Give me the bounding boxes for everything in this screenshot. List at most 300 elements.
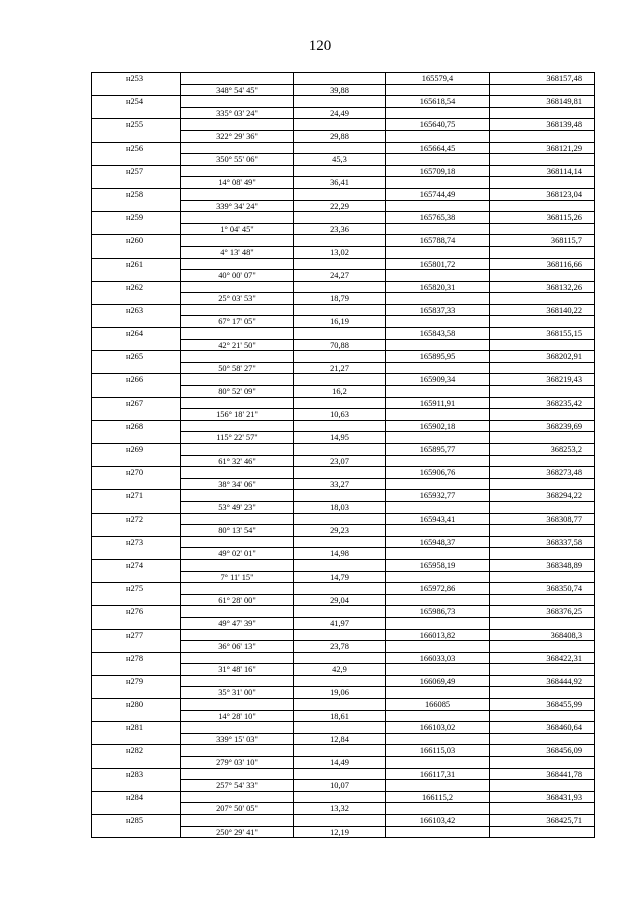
empty-cell: [180, 282, 293, 293]
empty-cell: [385, 826, 489, 838]
point-row: [91, 165, 595, 177]
direction-angle: 115° 22' 57": [180, 431, 293, 443]
x-coordinate: 166013,82: [385, 630, 489, 641]
x-coordinate: 165958,19: [385, 560, 489, 571]
empty-cell: [180, 676, 293, 687]
point-name: н284: [91, 792, 180, 803]
direction-angle: 31° 48' 16": [180, 663, 293, 675]
segment-length: 12,19: [293, 826, 385, 838]
empty-cell: [385, 547, 489, 559]
point-row: [91, 559, 595, 571]
empty-cell: [91, 339, 180, 351]
empty-cell: [385, 200, 489, 212]
x-coordinate: 165618,54: [385, 96, 489, 107]
empty-cell: [385, 408, 489, 420]
empty-cell: [293, 745, 385, 756]
direction-angle: 61° 28' 00": [180, 594, 293, 606]
direction-angle: 53° 49' 23": [180, 501, 293, 513]
y-coordinate: 368116,66: [489, 259, 595, 270]
x-coordinate: 165972,86: [385, 583, 489, 594]
point-row: [91, 420, 595, 432]
x-coordinate: 165579,4: [385, 73, 489, 84]
empty-cell: [293, 792, 385, 803]
y-coordinate: 368425,71: [489, 815, 595, 826]
empty-cell: [91, 292, 180, 304]
segment-length: 18,79: [293, 292, 385, 304]
empty-cell: [385, 292, 489, 304]
empty-cell: [489, 571, 595, 583]
segment-row: [91, 663, 595, 675]
x-coordinate: 165895,95: [385, 351, 489, 362]
segment-row: [91, 733, 595, 745]
x-coordinate: 165895,77: [385, 444, 489, 455]
segment-row: [91, 385, 595, 397]
empty-cell: [91, 686, 180, 698]
empty-cell: [489, 84, 595, 96]
segment-length: 19,06: [293, 686, 385, 698]
empty-cell: [180, 467, 293, 478]
segment-row: [91, 478, 595, 490]
table-bottom-border: [91, 837, 595, 838]
y-coordinate: 368239,69: [489, 421, 595, 432]
empty-cell: [293, 282, 385, 293]
empty-cell: [180, 653, 293, 664]
empty-cell: [293, 514, 385, 525]
point-name: н274: [91, 560, 180, 571]
x-coordinate: 166103,02: [385, 722, 489, 733]
empty-cell: [180, 514, 293, 525]
segment-length: 23,78: [293, 640, 385, 652]
point-row: [91, 281, 595, 293]
segment-length: 16,2: [293, 385, 385, 397]
point-name: н282: [91, 745, 180, 756]
segment-row: [91, 408, 595, 420]
empty-cell: [489, 455, 595, 467]
point-name: н255: [91, 119, 180, 130]
empty-cell: [385, 246, 489, 258]
empty-cell: [293, 398, 385, 409]
segment-row: [91, 756, 595, 768]
empty-cell: [293, 444, 385, 455]
segment-row: [91, 826, 595, 838]
empty-cell: [385, 84, 489, 96]
empty-cell: [180, 328, 293, 339]
x-coordinate: 165911,91: [385, 398, 489, 409]
segment-row: [91, 802, 595, 814]
empty-cell: [489, 362, 595, 374]
x-coordinate: 165765,38: [385, 212, 489, 223]
empty-cell: [91, 501, 180, 513]
point-name: н272: [91, 514, 180, 525]
point-row: [91, 629, 595, 641]
direction-angle: 257° 54' 33": [180, 779, 293, 791]
y-coordinate: 368115,26: [489, 212, 595, 223]
point-name: н268: [91, 421, 180, 432]
empty-cell: [180, 212, 293, 223]
x-coordinate: 165801,72: [385, 259, 489, 270]
direction-angle: 250° 29' 41": [180, 826, 293, 838]
segment-length: 14,95: [293, 431, 385, 443]
segment-row: [91, 339, 595, 351]
point-name: н283: [91, 769, 180, 780]
empty-cell: [489, 385, 595, 397]
point-row: [91, 513, 595, 525]
empty-cell: [293, 259, 385, 270]
empty-cell: [489, 501, 595, 513]
empty-cell: [91, 362, 180, 374]
empty-cell: [489, 408, 595, 420]
y-coordinate: 368123,04: [489, 189, 595, 200]
y-coordinate: 368219,43: [489, 374, 595, 385]
empty-cell: [91, 524, 180, 536]
point-row: [91, 768, 595, 780]
y-coordinate: 368422,31: [489, 653, 595, 664]
empty-cell: [385, 130, 489, 142]
point-row: [91, 814, 595, 826]
direction-angle: 350° 55' 06": [180, 153, 293, 165]
direction-angle: 42° 21' 50": [180, 339, 293, 351]
direction-angle: 1° 04' 45": [180, 223, 293, 235]
y-coordinate: 368140,22: [489, 305, 595, 316]
empty-cell: [91, 107, 180, 119]
empty-cell: [385, 176, 489, 188]
point-name: н271: [91, 490, 180, 501]
empty-cell: [91, 710, 180, 722]
point-row: [91, 327, 595, 339]
point-row: [91, 605, 595, 617]
empty-cell: [385, 802, 489, 814]
empty-cell: [91, 571, 180, 583]
point-row: [91, 72, 595, 84]
segment-row: [91, 200, 595, 212]
segment-length: 13,02: [293, 246, 385, 258]
segment-length: 23,36: [293, 223, 385, 235]
x-coordinate: 165906,76: [385, 467, 489, 478]
segment-length: 42,9: [293, 663, 385, 675]
empty-cell: [180, 189, 293, 200]
empty-cell: [180, 745, 293, 756]
direction-angle: 339° 34' 24": [180, 200, 293, 212]
empty-cell: [293, 769, 385, 780]
segment-row: [91, 176, 595, 188]
segment-length: 14,98: [293, 547, 385, 559]
empty-cell: [180, 560, 293, 571]
empty-cell: [91, 617, 180, 629]
page-number: 120: [308, 38, 332, 54]
x-coordinate: 166069,49: [385, 676, 489, 687]
point-name: н261: [91, 259, 180, 270]
empty-cell: [180, 815, 293, 826]
y-coordinate: 368444,92: [489, 676, 595, 687]
point-row: [91, 304, 595, 316]
empty-cell: [180, 769, 293, 780]
x-coordinate: 166115,03: [385, 745, 489, 756]
segment-length: 13,32: [293, 802, 385, 814]
empty-cell: [385, 107, 489, 119]
direction-angle: 80° 52' 09": [180, 385, 293, 397]
direction-angle: 335° 03' 24": [180, 107, 293, 119]
empty-cell: [489, 107, 595, 119]
empty-cell: [91, 246, 180, 258]
empty-cell: [489, 826, 595, 838]
point-row: [91, 397, 595, 409]
x-coordinate: 165902,18: [385, 421, 489, 432]
segment-length: 24,27: [293, 269, 385, 281]
point-row: [91, 466, 595, 478]
point-row: [91, 744, 595, 756]
segment-length: 14,49: [293, 756, 385, 768]
point-name: н253: [91, 73, 180, 84]
empty-cell: [293, 96, 385, 107]
segment-length: 18,61: [293, 710, 385, 722]
point-name: н285: [91, 815, 180, 826]
segment-row: [91, 617, 595, 629]
y-coordinate: 368308,77: [489, 514, 595, 525]
empty-cell: [180, 73, 293, 84]
empty-cell: [91, 385, 180, 397]
empty-cell: [489, 640, 595, 652]
segment-length: 36,41: [293, 176, 385, 188]
y-coordinate: 368376,25: [489, 606, 595, 617]
empty-cell: [293, 653, 385, 664]
empty-cell: [293, 212, 385, 223]
point-row: [91, 652, 595, 664]
x-coordinate: 166117,31: [385, 769, 489, 780]
x-coordinate: 166103,42: [385, 815, 489, 826]
empty-cell: [180, 398, 293, 409]
empty-cell: [91, 802, 180, 814]
y-coordinate: 368350,74: [489, 583, 595, 594]
x-coordinate: 165948,37: [385, 537, 489, 548]
point-row: [91, 188, 595, 200]
point-name: н281: [91, 722, 180, 733]
empty-cell: [385, 362, 489, 374]
segment-length: 33,27: [293, 478, 385, 490]
y-coordinate: 368155,15: [489, 328, 595, 339]
empty-cell: [180, 490, 293, 501]
point-name: н258: [91, 189, 180, 200]
direction-angle: 36° 06' 13": [180, 640, 293, 652]
point-name: н277: [91, 630, 180, 641]
x-coordinate: 166033,03: [385, 653, 489, 664]
segment-row: [91, 362, 595, 374]
empty-cell: [180, 374, 293, 385]
point-name: н265: [91, 351, 180, 362]
point-name: н273: [91, 537, 180, 548]
point-row: [91, 675, 595, 687]
empty-cell: [293, 606, 385, 617]
point-name: н263: [91, 305, 180, 316]
x-coordinate: 165640,75: [385, 119, 489, 130]
y-coordinate: 368139,48: [489, 119, 595, 130]
point-name: н256: [91, 143, 180, 154]
empty-cell: [180, 305, 293, 316]
empty-cell: [293, 119, 385, 130]
segment-row: [91, 524, 595, 536]
empty-cell: [91, 478, 180, 490]
point-row: [91, 536, 595, 548]
empty-cell: [91, 779, 180, 791]
x-coordinate: 165664,45: [385, 143, 489, 154]
empty-cell: [489, 478, 595, 490]
empty-cell: [385, 339, 489, 351]
point-row: [91, 95, 595, 107]
y-coordinate: 368455,99: [489, 699, 595, 710]
empty-cell: [489, 246, 595, 258]
empty-cell: [91, 408, 180, 420]
point-row: [91, 721, 595, 733]
empty-cell: [489, 431, 595, 443]
segment-row: [91, 223, 595, 235]
y-coordinate: 368431,93: [489, 792, 595, 803]
empty-cell: [180, 606, 293, 617]
direction-angle: 35° 31' 00": [180, 686, 293, 698]
segment-row: [91, 455, 595, 467]
segment-length: 29,88: [293, 130, 385, 142]
point-name: н257: [91, 166, 180, 177]
empty-cell: [91, 269, 180, 281]
direction-angle: 4° 13' 48": [180, 246, 293, 258]
empty-cell: [293, 374, 385, 385]
empty-cell: [293, 583, 385, 594]
empty-cell: [489, 315, 595, 327]
empty-cell: [180, 259, 293, 270]
empty-cell: [293, 166, 385, 177]
empty-cell: [293, 537, 385, 548]
empty-cell: [91, 223, 180, 235]
empty-cell: [489, 153, 595, 165]
empty-cell: [91, 733, 180, 745]
segment-row: [91, 686, 595, 698]
empty-cell: [489, 524, 595, 536]
point-name: н262: [91, 282, 180, 293]
direction-angle: 14° 08' 49": [180, 176, 293, 188]
segment-row: [91, 246, 595, 258]
empty-cell: [293, 421, 385, 432]
segment-length: 21,27: [293, 362, 385, 374]
segment-length: 10,63: [293, 408, 385, 420]
empty-cell: [385, 315, 489, 327]
empty-cell: [180, 351, 293, 362]
empty-cell: [385, 686, 489, 698]
segment-row: [91, 431, 595, 443]
segment-length: 22,29: [293, 200, 385, 212]
empty-cell: [91, 455, 180, 467]
empty-cell: [385, 571, 489, 583]
point-row: [91, 350, 595, 362]
y-coordinate: 368149,81: [489, 96, 595, 107]
empty-cell: [180, 444, 293, 455]
y-coordinate: 368132,26: [489, 282, 595, 293]
empty-cell: [489, 339, 595, 351]
empty-cell: [91, 547, 180, 559]
x-coordinate: 165709,18: [385, 166, 489, 177]
point-name: н260: [91, 235, 180, 246]
empty-cell: [91, 594, 180, 606]
x-coordinate: 166115,2: [385, 792, 489, 803]
empty-cell: [385, 501, 489, 513]
empty-cell: [385, 269, 489, 281]
empty-cell: [91, 640, 180, 652]
empty-cell: [180, 96, 293, 107]
empty-cell: [489, 710, 595, 722]
empty-cell: [91, 84, 180, 96]
empty-cell: [385, 223, 489, 235]
direction-angle: 156° 18' 21": [180, 408, 293, 420]
empty-cell: [489, 200, 595, 212]
x-coordinate: 165932,77: [385, 490, 489, 501]
empty-cell: [293, 815, 385, 826]
y-coordinate: 368202,91: [489, 351, 595, 362]
direction-angle: 14° 28' 10": [180, 710, 293, 722]
empty-cell: [385, 153, 489, 165]
y-coordinate: 368456,09: [489, 745, 595, 756]
y-coordinate: 368441,78: [489, 769, 595, 780]
point-name: н276: [91, 606, 180, 617]
empty-cell: [489, 756, 595, 768]
x-coordinate: 165744,49: [385, 189, 489, 200]
segment-length: 41,97: [293, 617, 385, 629]
empty-cell: [489, 617, 595, 629]
empty-cell: [489, 223, 595, 235]
point-row: [91, 142, 595, 154]
point-row: [91, 211, 595, 223]
segment-length: 16,19: [293, 315, 385, 327]
empty-cell: [489, 802, 595, 814]
empty-cell: [180, 421, 293, 432]
segment-row: [91, 547, 595, 559]
point-row: [91, 489, 595, 501]
empty-cell: [385, 524, 489, 536]
empty-cell: [489, 269, 595, 281]
y-coordinate: 368460,64: [489, 722, 595, 733]
point-name: н280: [91, 699, 180, 710]
segment-row: [91, 501, 595, 513]
x-coordinate: 165837,33: [385, 305, 489, 316]
empty-cell: [385, 594, 489, 606]
empty-cell: [489, 547, 595, 559]
point-row: [91, 582, 595, 594]
direction-angle: 67° 17' 05": [180, 315, 293, 327]
empty-cell: [180, 119, 293, 130]
segment-row: [91, 594, 595, 606]
point-name: н266: [91, 374, 180, 385]
segment-length: 39,88: [293, 84, 385, 96]
direction-angle: 50° 58' 27": [180, 362, 293, 374]
empty-cell: [180, 166, 293, 177]
empty-cell: [489, 292, 595, 304]
point-name: н270: [91, 467, 180, 478]
x-coordinate: 165943,41: [385, 514, 489, 525]
segment-length: 14,79: [293, 571, 385, 583]
direction-angle: 279° 03' 10": [180, 756, 293, 768]
direction-angle: 339° 15' 03": [180, 733, 293, 745]
y-coordinate: 368253,2: [489, 444, 595, 455]
segment-length: 29,04: [293, 594, 385, 606]
empty-cell: [385, 640, 489, 652]
x-coordinate: 165820,31: [385, 282, 489, 293]
empty-cell: [180, 792, 293, 803]
y-coordinate: 368273,48: [489, 467, 595, 478]
empty-cell: [180, 583, 293, 594]
empty-cell: [293, 143, 385, 154]
empty-cell: [91, 176, 180, 188]
segment-row: [91, 292, 595, 304]
segment-row: [91, 84, 595, 96]
segment-row: [91, 315, 595, 327]
direction-angle: 322° 29' 36": [180, 130, 293, 142]
empty-cell: [385, 779, 489, 791]
